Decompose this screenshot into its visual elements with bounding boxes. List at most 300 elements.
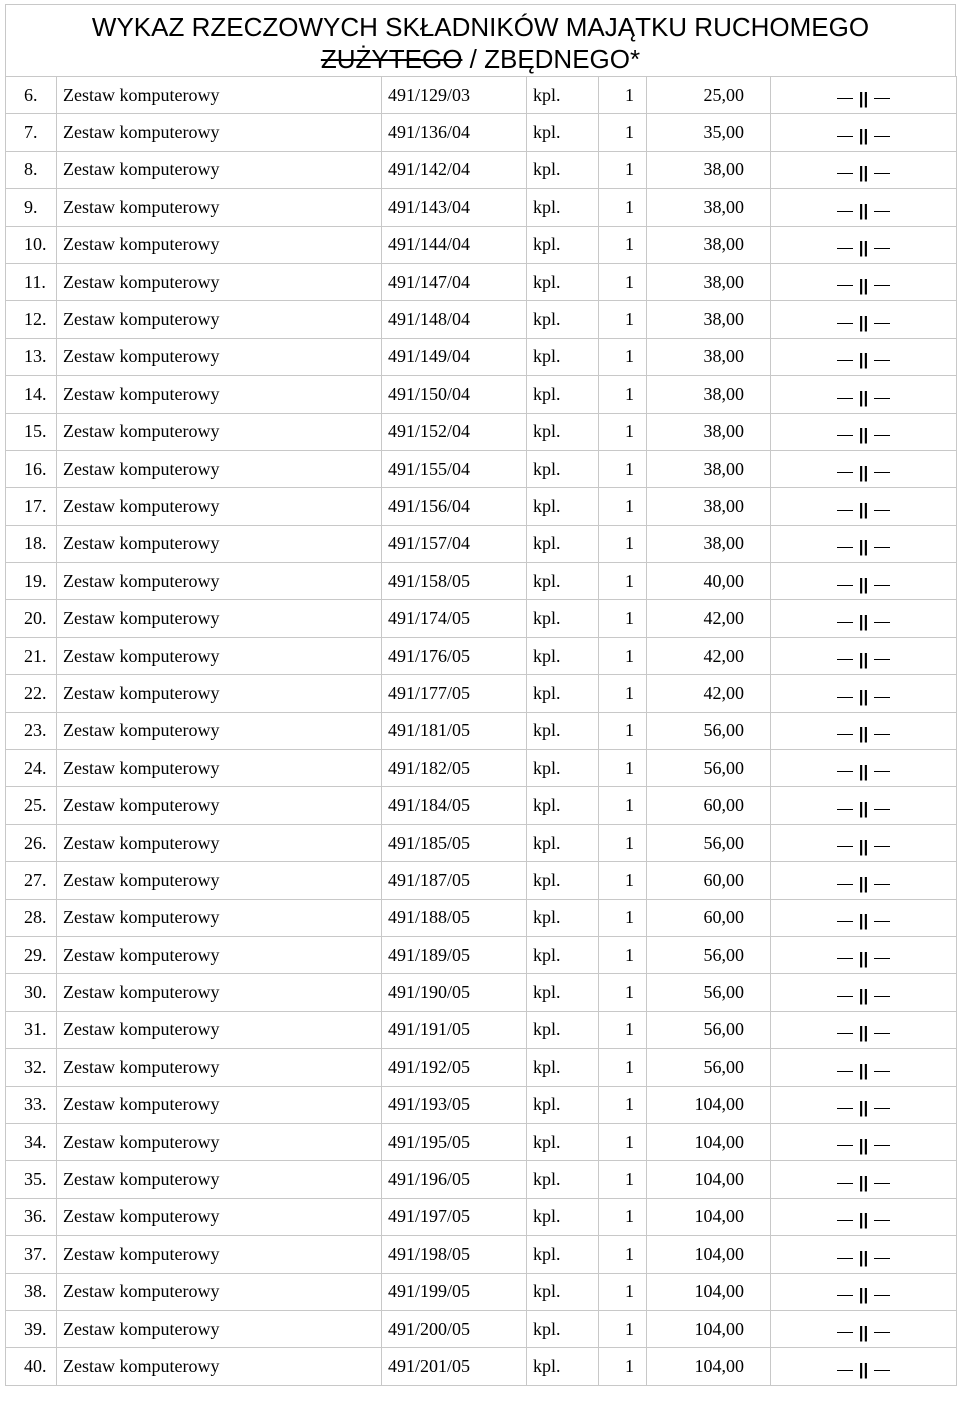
row-number: 21. [6, 637, 57, 674]
row-number: 38. [6, 1273, 57, 1310]
ditto-mark [831, 197, 897, 218]
ditto-bars: || [858, 425, 869, 445]
unit-of-measure: kpl. [527, 637, 599, 674]
value: 56,00 [647, 824, 771, 861]
ditto-bars: || [858, 649, 869, 669]
ditto-dash-left [837, 734, 853, 735]
unit-of-measure: kpl. [527, 488, 599, 525]
ditto-dash-right [874, 1183, 890, 1184]
inventory-number: 491/144/04 [382, 226, 527, 263]
unit-of-measure: kpl. [527, 1273, 599, 1310]
row-number: 23. [6, 712, 57, 749]
ditto-dash-right [874, 1295, 890, 1296]
ditto-dash-right [874, 360, 890, 361]
ditto-dash-left [837, 1108, 853, 1109]
unit-of-measure: kpl. [527, 862, 599, 899]
ditto-dash-right [874, 1071, 890, 1072]
ditto-cell [771, 637, 957, 674]
ditto-cell [771, 712, 957, 749]
inventory-number: 491/158/05 [382, 563, 527, 600]
item-name: Zestaw komputerowy [57, 226, 382, 263]
table-row [6, 338, 957, 375]
quantity: 1 [599, 263, 647, 300]
ditto-cell [771, 1310, 957, 1347]
table-row [6, 862, 957, 899]
ditto-cell [771, 1161, 957, 1198]
unit-of-measure: kpl. [527, 1049, 599, 1086]
table-row [6, 600, 957, 637]
ditto-mark [831, 1319, 897, 1340]
inventory-number: 491/184/05 [382, 787, 527, 824]
inventory-number: 491/147/04 [382, 263, 527, 300]
value: 38,00 [647, 376, 771, 413]
ditto-bars: || [858, 686, 869, 706]
ditto-dash-right [874, 1108, 890, 1109]
ditto-dash-right [874, 173, 890, 174]
ditto-dash-right [874, 136, 890, 137]
unit-of-measure: kpl. [527, 1198, 599, 1235]
item-name: Zestaw komputerowy [57, 338, 382, 375]
item-name: Zestaw komputerowy [57, 189, 382, 226]
ditto-bars: || [858, 1173, 869, 1193]
ditto-cell [771, 1049, 957, 1086]
ditto-mark [831, 571, 897, 592]
inventory-number: 491/191/05 [382, 1011, 527, 1048]
ditto-dash-left [837, 1332, 853, 1333]
ditto-cell [771, 263, 957, 300]
table-row [6, 1086, 957, 1123]
item-name: Zestaw komputerowy [57, 1198, 382, 1235]
ditto-cell [771, 936, 957, 973]
value: 56,00 [647, 974, 771, 1011]
row-number: 37. [6, 1236, 57, 1273]
item-name: Zestaw komputerowy [57, 974, 382, 1011]
ditto-mark [831, 1057, 897, 1078]
row-number: 28. [6, 899, 57, 936]
unit-of-measure: kpl. [527, 974, 599, 1011]
quantity: 1 [599, 600, 647, 637]
ditto-dash-right [874, 1033, 890, 1034]
ditto-dash-right [874, 1145, 890, 1146]
item-name: Zestaw komputerowy [57, 1348, 382, 1385]
ditto-bars: || [858, 724, 869, 744]
ditto-mark [831, 758, 897, 779]
inventory-number: 491/150/04 [382, 376, 527, 413]
value: 56,00 [647, 936, 771, 973]
row-number: 11. [6, 263, 57, 300]
inventory-number: 491/156/04 [382, 488, 527, 525]
row-number: 20. [6, 600, 57, 637]
quantity: 1 [599, 637, 647, 674]
unit-of-measure: kpl. [527, 114, 599, 151]
row-number: 34. [6, 1123, 57, 1160]
ditto-cell [771, 1236, 957, 1273]
ditto-dash-left [837, 1370, 853, 1371]
ditto-bars: || [858, 1135, 869, 1155]
quantity: 1 [599, 189, 647, 226]
value: 25,00 [647, 77, 771, 114]
ditto-dash-left [837, 771, 853, 772]
ditto-dash-left [837, 472, 853, 473]
ditto-mark [831, 496, 897, 517]
unit-of-measure: kpl. [527, 750, 599, 787]
ditto-bars: || [858, 126, 869, 146]
ditto-dash-left [837, 173, 853, 174]
ditto-bars: || [858, 986, 869, 1006]
table-row [6, 974, 957, 1011]
ditto-cell [771, 413, 957, 450]
ditto-dash-left [837, 958, 853, 959]
table-row [6, 226, 957, 263]
item-name: Zestaw komputerowy [57, 1086, 382, 1123]
inventory-number: 491/198/05 [382, 1236, 527, 1273]
item-name: Zestaw komputerowy [57, 1273, 382, 1310]
ditto-dash-right [874, 435, 890, 436]
ditto-dash-left [837, 921, 853, 922]
ditto-cell [771, 1011, 957, 1048]
ditto-bars: || [858, 88, 869, 108]
ditto-mark [831, 833, 897, 854]
item-name: Zestaw komputerowy [57, 750, 382, 787]
ditto-dash-right [874, 697, 890, 698]
ditto-mark [831, 346, 897, 370]
quantity: 1 [599, 1273, 647, 1310]
ditto-cell [771, 675, 957, 712]
ditto-dash-right [874, 510, 890, 511]
ditto-mark [831, 795, 897, 819]
table-row [6, 712, 957, 749]
quantity: 1 [599, 1123, 647, 1160]
ditto-dash-right [874, 809, 890, 810]
inventory-number: 491/199/05 [382, 1273, 527, 1310]
title-struck-word: ZUŻYTEGO [320, 44, 463, 74]
unit-of-measure: kpl. [527, 600, 599, 637]
value: 56,00 [647, 750, 771, 787]
table-row [6, 1198, 957, 1235]
value: 42,00 [647, 675, 771, 712]
value: 38,00 [647, 263, 771, 300]
ditto-bars: || [858, 1098, 869, 1118]
ditto-mark [831, 907, 897, 931]
quantity: 1 [599, 488, 647, 525]
value: 104,00 [647, 1123, 771, 1160]
unit-of-measure: kpl. [527, 936, 599, 973]
unit-of-measure: kpl. [527, 787, 599, 824]
item-name: Zestaw komputerowy [57, 413, 382, 450]
inventory-number: 491/174/05 [382, 600, 527, 637]
item-name: Zestaw komputerowy [57, 114, 382, 151]
value: 60,00 [647, 787, 771, 824]
item-name: Zestaw komputerowy [57, 1049, 382, 1086]
ditto-cell [771, 114, 957, 151]
inventory-number: 491/182/05 [382, 750, 527, 787]
ditto-cell [771, 77, 957, 114]
item-name: Zestaw komputerowy [57, 301, 382, 338]
value: 38,00 [647, 450, 771, 487]
inventory-number: 491/129/03 [382, 77, 527, 114]
unit-of-measure: kpl. [527, 226, 599, 263]
ditto-bars: || [858, 1247, 869, 1267]
quantity: 1 [599, 1348, 647, 1385]
row-number: 8. [6, 151, 57, 188]
ditto-dash-left [837, 846, 853, 847]
ditto-bars: || [858, 1023, 869, 1043]
item-name: Zestaw komputerowy [57, 824, 382, 861]
table-row [6, 413, 957, 450]
ditto-mark [831, 1356, 897, 1377]
inventory-number: 491/197/05 [382, 1198, 527, 1235]
row-number: 22. [6, 675, 57, 712]
ditto-dash-left [837, 809, 853, 810]
table-row [6, 1273, 957, 1310]
inventory-number: 491/196/05 [382, 1161, 527, 1198]
unit-of-measure: kpl. [527, 1161, 599, 1198]
inventory-number: 491/187/05 [382, 862, 527, 899]
value: 60,00 [647, 899, 771, 936]
ditto-mark [831, 159, 897, 183]
quantity: 1 [599, 675, 647, 712]
item-name: Zestaw komputerowy [57, 376, 382, 413]
value: 56,00 [647, 1011, 771, 1048]
ditto-mark [831, 1244, 897, 1265]
ditto-dash-right [874, 884, 890, 885]
ditto-dash-right [874, 472, 890, 473]
value: 104,00 [647, 1348, 771, 1385]
ditto-dash-right [874, 547, 890, 548]
ditto-dash-left [837, 622, 853, 623]
ditto-cell [771, 824, 957, 861]
table-row [6, 525, 957, 562]
unit-of-measure: kpl. [527, 376, 599, 413]
unit-of-measure: kpl. [527, 899, 599, 936]
ditto-dash-left [837, 136, 853, 137]
value: 38,00 [647, 488, 771, 525]
quantity: 1 [599, 1011, 647, 1048]
item-name: Zestaw komputerowy [57, 563, 382, 600]
ditto-mark [831, 1132, 897, 1153]
ditto-bars: || [858, 1322, 869, 1342]
value: 42,00 [647, 600, 771, 637]
table-row [6, 488, 957, 525]
ditto-dash-left [837, 510, 853, 511]
quantity: 1 [599, 899, 647, 936]
table-row [6, 787, 957, 824]
ditto-dash-left [837, 98, 853, 99]
row-number: 35. [6, 1161, 57, 1198]
ditto-dash-left [837, 996, 853, 997]
inventory-number: 491/192/05 [382, 1049, 527, 1086]
ditto-mark [831, 421, 897, 445]
title-line-2-rest: / ZBĘDNEGO* [462, 44, 641, 74]
ditto-cell [771, 1348, 957, 1385]
ditto-bars: || [858, 1210, 869, 1230]
inventory-number: 491/189/05 [382, 936, 527, 973]
row-number: 17. [6, 488, 57, 525]
ditto-cell [771, 563, 957, 600]
row-number: 30. [6, 974, 57, 1011]
row-number: 9. [6, 189, 57, 226]
quantity: 1 [599, 376, 647, 413]
row-number: 31. [6, 1011, 57, 1048]
inventory-number: 491/185/05 [382, 824, 527, 861]
ditto-dash-left [837, 360, 853, 361]
row-number: 19. [6, 563, 57, 600]
table-row [6, 824, 957, 861]
ditto-dash-left [837, 1183, 853, 1184]
ditto-mark [831, 646, 897, 667]
value: 104,00 [647, 1273, 771, 1310]
quantity: 1 [599, 787, 647, 824]
quantity: 1 [599, 226, 647, 263]
ditto-dash-right [874, 248, 890, 249]
value: 56,00 [647, 712, 771, 749]
unit-of-measure: kpl. [527, 1236, 599, 1273]
ditto-mark [831, 982, 897, 1006]
ditto-mark [831, 309, 897, 333]
ditto-mark [831, 122, 897, 146]
unit-of-measure: kpl. [527, 338, 599, 375]
ditto-bars: || [858, 1060, 869, 1080]
ditto-dash-left [837, 1220, 853, 1221]
row-number: 27. [6, 862, 57, 899]
ditto-bars: || [858, 761, 869, 781]
table-row [6, 151, 957, 188]
inventory-number: 491/190/05 [382, 974, 527, 1011]
ditto-dash-right [874, 659, 890, 660]
value: 38,00 [647, 226, 771, 263]
table-row [6, 1011, 957, 1048]
ditto-cell [771, 1086, 957, 1123]
inventory-number: 491/188/05 [382, 899, 527, 936]
value: 38,00 [647, 338, 771, 375]
item-name: Zestaw komputerowy [57, 488, 382, 525]
ditto-mark [831, 533, 897, 557]
table-row [6, 301, 957, 338]
unit-of-measure: kpl. [527, 1011, 599, 1048]
unit-of-measure: kpl. [527, 1123, 599, 1160]
item-name: Zestaw komputerowy [57, 600, 382, 637]
ditto-bars: || [858, 350, 869, 370]
ditto-dash-right [874, 1258, 890, 1259]
ditto-mark [831, 683, 897, 704]
ditto-bars: || [858, 163, 869, 183]
row-number: 16. [6, 450, 57, 487]
ditto-bars: || [858, 1285, 869, 1305]
ditto-mark [831, 85, 897, 106]
inventory-number: 491/155/04 [382, 450, 527, 487]
item-name: Zestaw komputerowy [57, 862, 382, 899]
quantity: 1 [599, 413, 647, 450]
ditto-bars: || [858, 499, 869, 519]
table-row [6, 1123, 957, 1160]
row-number: 6. [6, 77, 57, 114]
row-number: 33. [6, 1086, 57, 1123]
inventory-number: 491/177/05 [382, 675, 527, 712]
row-number: 39. [6, 1310, 57, 1347]
inventory-number: 491/136/04 [382, 114, 527, 151]
ditto-dash-right [874, 1370, 890, 1371]
row-number: 26. [6, 824, 57, 861]
item-name: Zestaw komputerowy [57, 525, 382, 562]
row-number: 15. [6, 413, 57, 450]
row-number: 36. [6, 1198, 57, 1235]
quantity: 1 [599, 824, 647, 861]
ditto-mark [831, 384, 897, 405]
inventory-number: 491/200/05 [382, 1310, 527, 1347]
ditto-dash-right [874, 622, 890, 623]
ditto-dash-right [874, 996, 890, 997]
ditto-dash-left [837, 1258, 853, 1259]
ditto-cell [771, 450, 957, 487]
table-row [6, 899, 957, 936]
ditto-dash-left [837, 1071, 853, 1072]
ditto-cell [771, 1123, 957, 1160]
ditto-mark [831, 945, 897, 966]
item-name: Zestaw komputerowy [57, 1011, 382, 1048]
ditto-bars: || [858, 911, 869, 931]
ditto-dash-right [874, 771, 890, 772]
quantity: 1 [599, 750, 647, 787]
ditto-dash-left [837, 884, 853, 885]
ditto-mark [831, 459, 897, 480]
unit-of-measure: kpl. [527, 525, 599, 562]
ditto-cell [771, 974, 957, 1011]
row-number: 24. [6, 750, 57, 787]
ditto-cell [771, 338, 957, 375]
quantity: 1 [599, 1310, 647, 1347]
ditto-dash-left [837, 285, 853, 286]
ditto-dash-right [874, 734, 890, 735]
table-row [6, 1161, 957, 1198]
value: 38,00 [647, 301, 771, 338]
ditto-dash-right [874, 285, 890, 286]
item-name: Zestaw komputerowy [57, 675, 382, 712]
ditto-dash-right [874, 921, 890, 922]
inventory-number: 491/157/04 [382, 525, 527, 562]
value: 38,00 [647, 413, 771, 450]
unit-of-measure: kpl. [527, 301, 599, 338]
value: 104,00 [647, 1236, 771, 1273]
table-row [6, 1049, 957, 1086]
quantity: 1 [599, 1236, 647, 1273]
unit-of-measure: kpl. [527, 1348, 599, 1385]
title-line-1: WYKAZ RZECZOWYCH SKŁADNIKÓW MAJĄTKU RUCHOMEGO [91, 12, 870, 42]
ditto-dash-right [874, 211, 890, 212]
ditto-dash-left [837, 1145, 853, 1146]
table-row [6, 750, 957, 787]
ditto-dash-left [837, 323, 853, 324]
ditto-dash-right [874, 585, 890, 586]
item-name: Zestaw komputerowy [57, 637, 382, 674]
item-name: Zestaw komputerowy [57, 1236, 382, 1273]
unit-of-measure: kpl. [527, 413, 599, 450]
quantity: 1 [599, 151, 647, 188]
quantity: 1 [599, 114, 647, 151]
ditto-dash-left [837, 248, 853, 249]
quantity: 1 [599, 974, 647, 1011]
ditto-dash-right [874, 846, 890, 847]
value: 38,00 [647, 189, 771, 226]
inventory-number: 491/143/04 [382, 189, 527, 226]
item-name: Zestaw komputerowy [57, 712, 382, 749]
ditto-mark [831, 608, 897, 632]
item-name: Zestaw komputerowy [57, 936, 382, 973]
unit-of-measure: kpl. [527, 675, 599, 712]
item-name: Zestaw komputerowy [57, 787, 382, 824]
ditto-mark [831, 720, 897, 744]
table-row [6, 450, 957, 487]
item-name: Zestaw komputerowy [57, 77, 382, 114]
